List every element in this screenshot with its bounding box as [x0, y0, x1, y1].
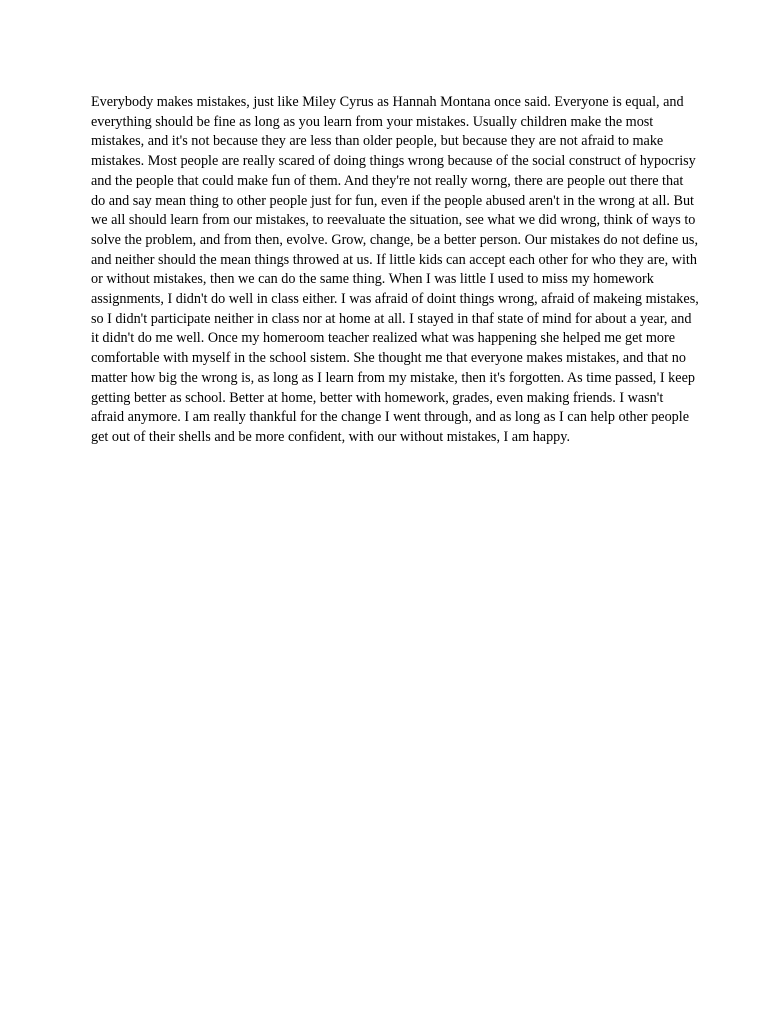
essay-paragraph: Everybody makes mistakes, just like Miley Cyrus as Hannah Montana once said. Everyone is equal, and everything should be fine as long as you learn from your mistakes. Usually children make the most mistakes, and it's not because they are less than older people, but because they are not afraid to make mistakes. Most people are really scared of doing things wrong because of the social construct of hypocrisy and the people that could make fun of them. And they're not really worng, there are people out there that do and say mean thing to other people just for fun, even if the people abused aren't in the wrong at all. But we all should learn from our mistakes, to reevaluate the situation, see what we did wrong, think of ways to solve the problem, and from then, evolve. Grow, change, be a better person. Our mistakes do not define us, and neither should the mean things throwed at us. If little kids can accept each other for who they are, with or without mistakes, then we can do the same thing. When I was little I used to miss my homework assignments, I didn't do well in class either. I was afraid of doint things wrong, afraid of makeing mistakes, so I didn't participate neither in class nor at home at all. I stayed in thaf state of mind for about a year, and it didn't do me well. Once my homeroom teacher realized what was happening she helped me get more comfortable with myself in the school sistem. She thought me that everyone makes mistakes, and that no matter how big the wrong is, as long as I learn from my mistake, then it's forgotten. As time passed, I keep getting better as school. Better at home, better with homework, grades, even making friends. I wasn't afraid anymore. I am really thankful for the change I went through, and as long as I can help other people get out of their shells and be more confident, with our without mistakes, I am happy.: [91, 94, 699, 445]
